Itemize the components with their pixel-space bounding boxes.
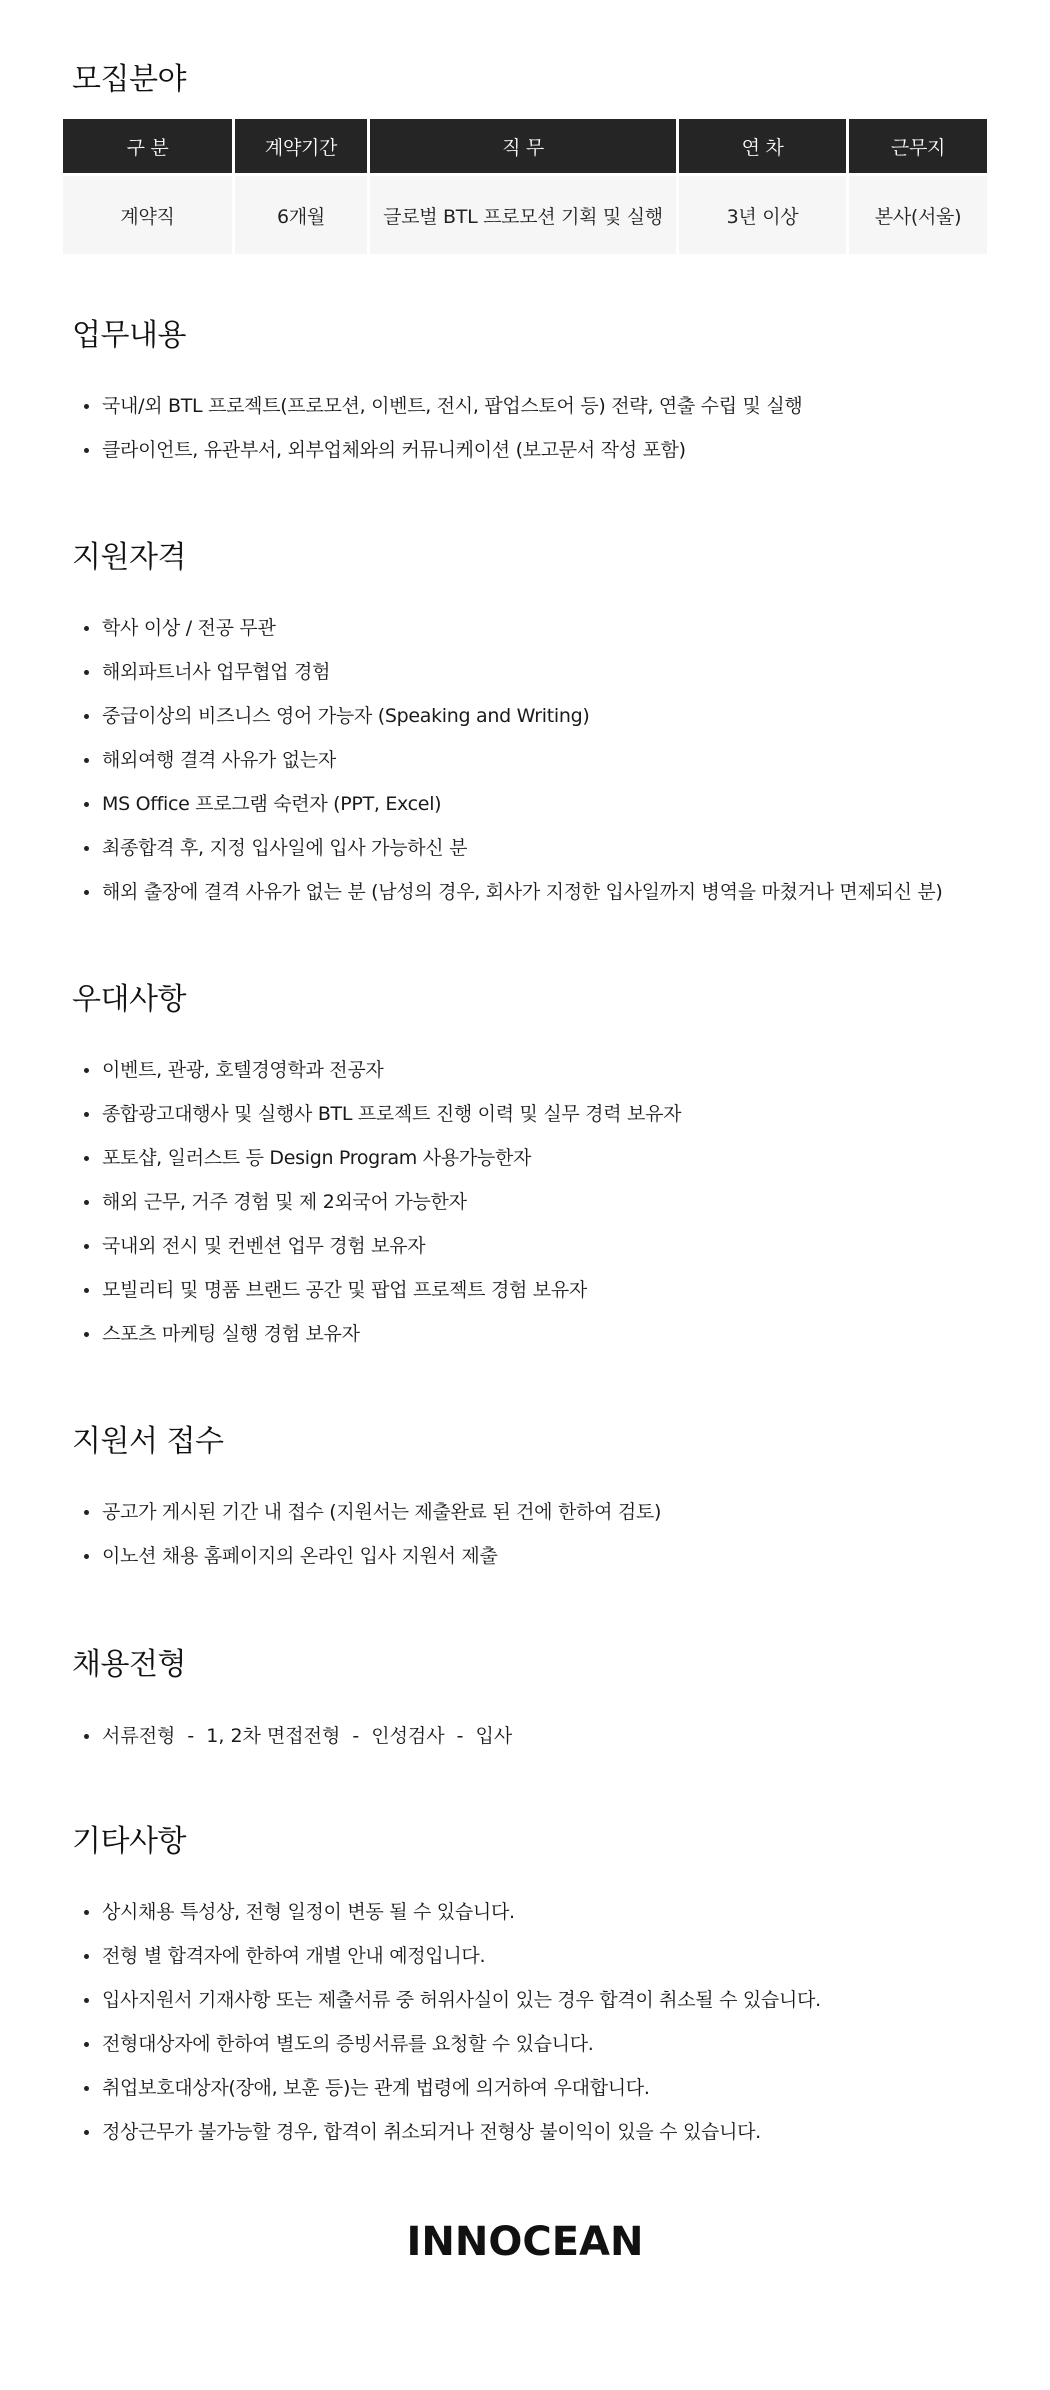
process-step-interview: 1, 2차 면접전형	[206, 1725, 341, 1747]
table-header-row	[63, 119, 987, 173]
table-cell-category: 계약직	[63, 173, 235, 254]
list-item: 정상근무가 불가능할 경우, 합격이 취소되거나 전형상 불이익이 있을 수 있습니다.	[80, 2110, 821, 2154]
section-title-recruit-field: 모집분야	[72, 62, 186, 97]
list-item: 국내/외 BTL 프로젝트(프로모션, 이벤트, 전시, 팝업스토어 등) 전략, 연출 수립 및 실행	[80, 384, 802, 428]
duties-list	[80, 384, 802, 472]
section-title-application: 지원서 접수	[72, 1424, 224, 1459]
table-header-contract-period: 계약기간	[235, 119, 370, 173]
process-step-documents: 서류전형	[102, 1725, 176, 1747]
qualifications-list	[80, 606, 943, 914]
list-item: 국내외 전시 및 컨벤션 업무 경험 보유자	[80, 1224, 681, 1268]
table-cell-contract-period: 6개월	[235, 173, 370, 254]
preferred-list	[80, 1048, 681, 1356]
process-separator: -	[187, 1725, 195, 1747]
list-item: 종합광고대행사 및 실행사 BTL 프로젝트 진행 이력 및 실무 경력 보유자	[80, 1092, 681, 1136]
process-list	[80, 1714, 512, 1758]
process-separator: -	[352, 1725, 360, 1747]
section-title-etc: 기타사항	[72, 1824, 186, 1859]
table-cell-years: 3년 이상	[679, 173, 849, 254]
section-title-qualifications: 지원자격	[72, 540, 186, 575]
list-item: 스포츠 마케팅 실행 경험 보유자	[80, 1312, 681, 1356]
application-list	[80, 1490, 661, 1578]
innocean-logo: INNOCEAN	[406, 2219, 644, 2265]
process-steps	[80, 1714, 512, 1758]
list-item: 클라이언트, 유관부서, 외부업체와의 커뮤니케이션 (보고문서 작성 포함)	[80, 428, 802, 472]
table-row	[63, 173, 987, 254]
list-item: 중급이상의 비즈니스 영어 가능자 (Speaking and Writing)	[80, 694, 943, 738]
list-item: 모빌리티 및 명품 브랜드 공간 및 팝업 프로젝트 경험 보유자	[80, 1268, 681, 1312]
table-header-category: 구 분	[63, 119, 235, 173]
list-item: 상시채용 특성상, 전형 일정이 변동 될 수 있습니다.	[80, 1890, 821, 1934]
process-step-join: 입사	[475, 1725, 513, 1747]
table-header-location: 근무지	[849, 119, 987, 173]
section-title-preferred: 우대사항	[72, 982, 186, 1017]
list-item: MS Office 프로그램 숙련자 (PPT, Excel)	[80, 782, 943, 826]
list-item: 취업보호대상자(장애, 보훈 등)는 관계 법령에 의거하여 우대합니다.	[80, 2066, 821, 2110]
list-item: 공고가 게시된 기간 내 접수 (지원서는 제출완료 된 건에 한하여 검토)	[80, 1490, 661, 1534]
list-item: 전형대상자에 한하여 별도의 증빙서류를 요청할 수 있습니다.	[80, 2022, 821, 2066]
list-item: 입사지원서 기재사항 또는 제출서류 중 허위사실이 있는 경우 합격이 취소될 수 있습니다.	[80, 1978, 821, 2022]
table-cell-location: 본사(서울)	[849, 173, 987, 254]
etc-list	[80, 1890, 821, 2154]
list-item: 해외파트너사 업무협업 경험	[80, 650, 943, 694]
process-step-personality-test: 인성검사	[371, 1725, 445, 1747]
list-item: 이노션 채용 홈페이지의 온라인 입사 지원서 제출	[80, 1534, 661, 1578]
list-item: 이벤트, 관광, 호텔경영학과 전공자	[80, 1048, 681, 1092]
recruit-field-table	[63, 119, 987, 254]
process-separator: -	[456, 1725, 464, 1747]
table-header-years: 연 차	[679, 119, 849, 173]
table-header-job: 직 무	[370, 119, 679, 173]
list-item: 해외여행 결격 사유가 없는자	[80, 738, 943, 782]
list-item: 최종합격 후, 지정 입사일에 입사 가능하신 분	[80, 826, 943, 870]
list-item: 해외 근무, 거주 경험 및 제 2외국어 가능한자	[80, 1180, 681, 1224]
section-title-duties: 업무내용	[72, 318, 186, 353]
list-item: 학사 이상 / 전공 무관	[80, 606, 943, 650]
list-item: 전형 별 합격자에 한하여 개별 안내 예정입니다.	[80, 1934, 821, 1978]
list-item: 해외 출장에 결격 사유가 없는 분 (남성의 경우, 회사가 지정한 입사일까지 병역을 마쳤거나 면제되신 분)	[80, 870, 943, 914]
section-title-process: 채용전형	[72, 1647, 186, 1682]
table-cell-job: 글로벌 BTL 프로모션 기획 및 실행	[370, 173, 679, 254]
list-item: 포토샵, 일러스트 등 Design Program 사용가능한자	[80, 1136, 681, 1180]
